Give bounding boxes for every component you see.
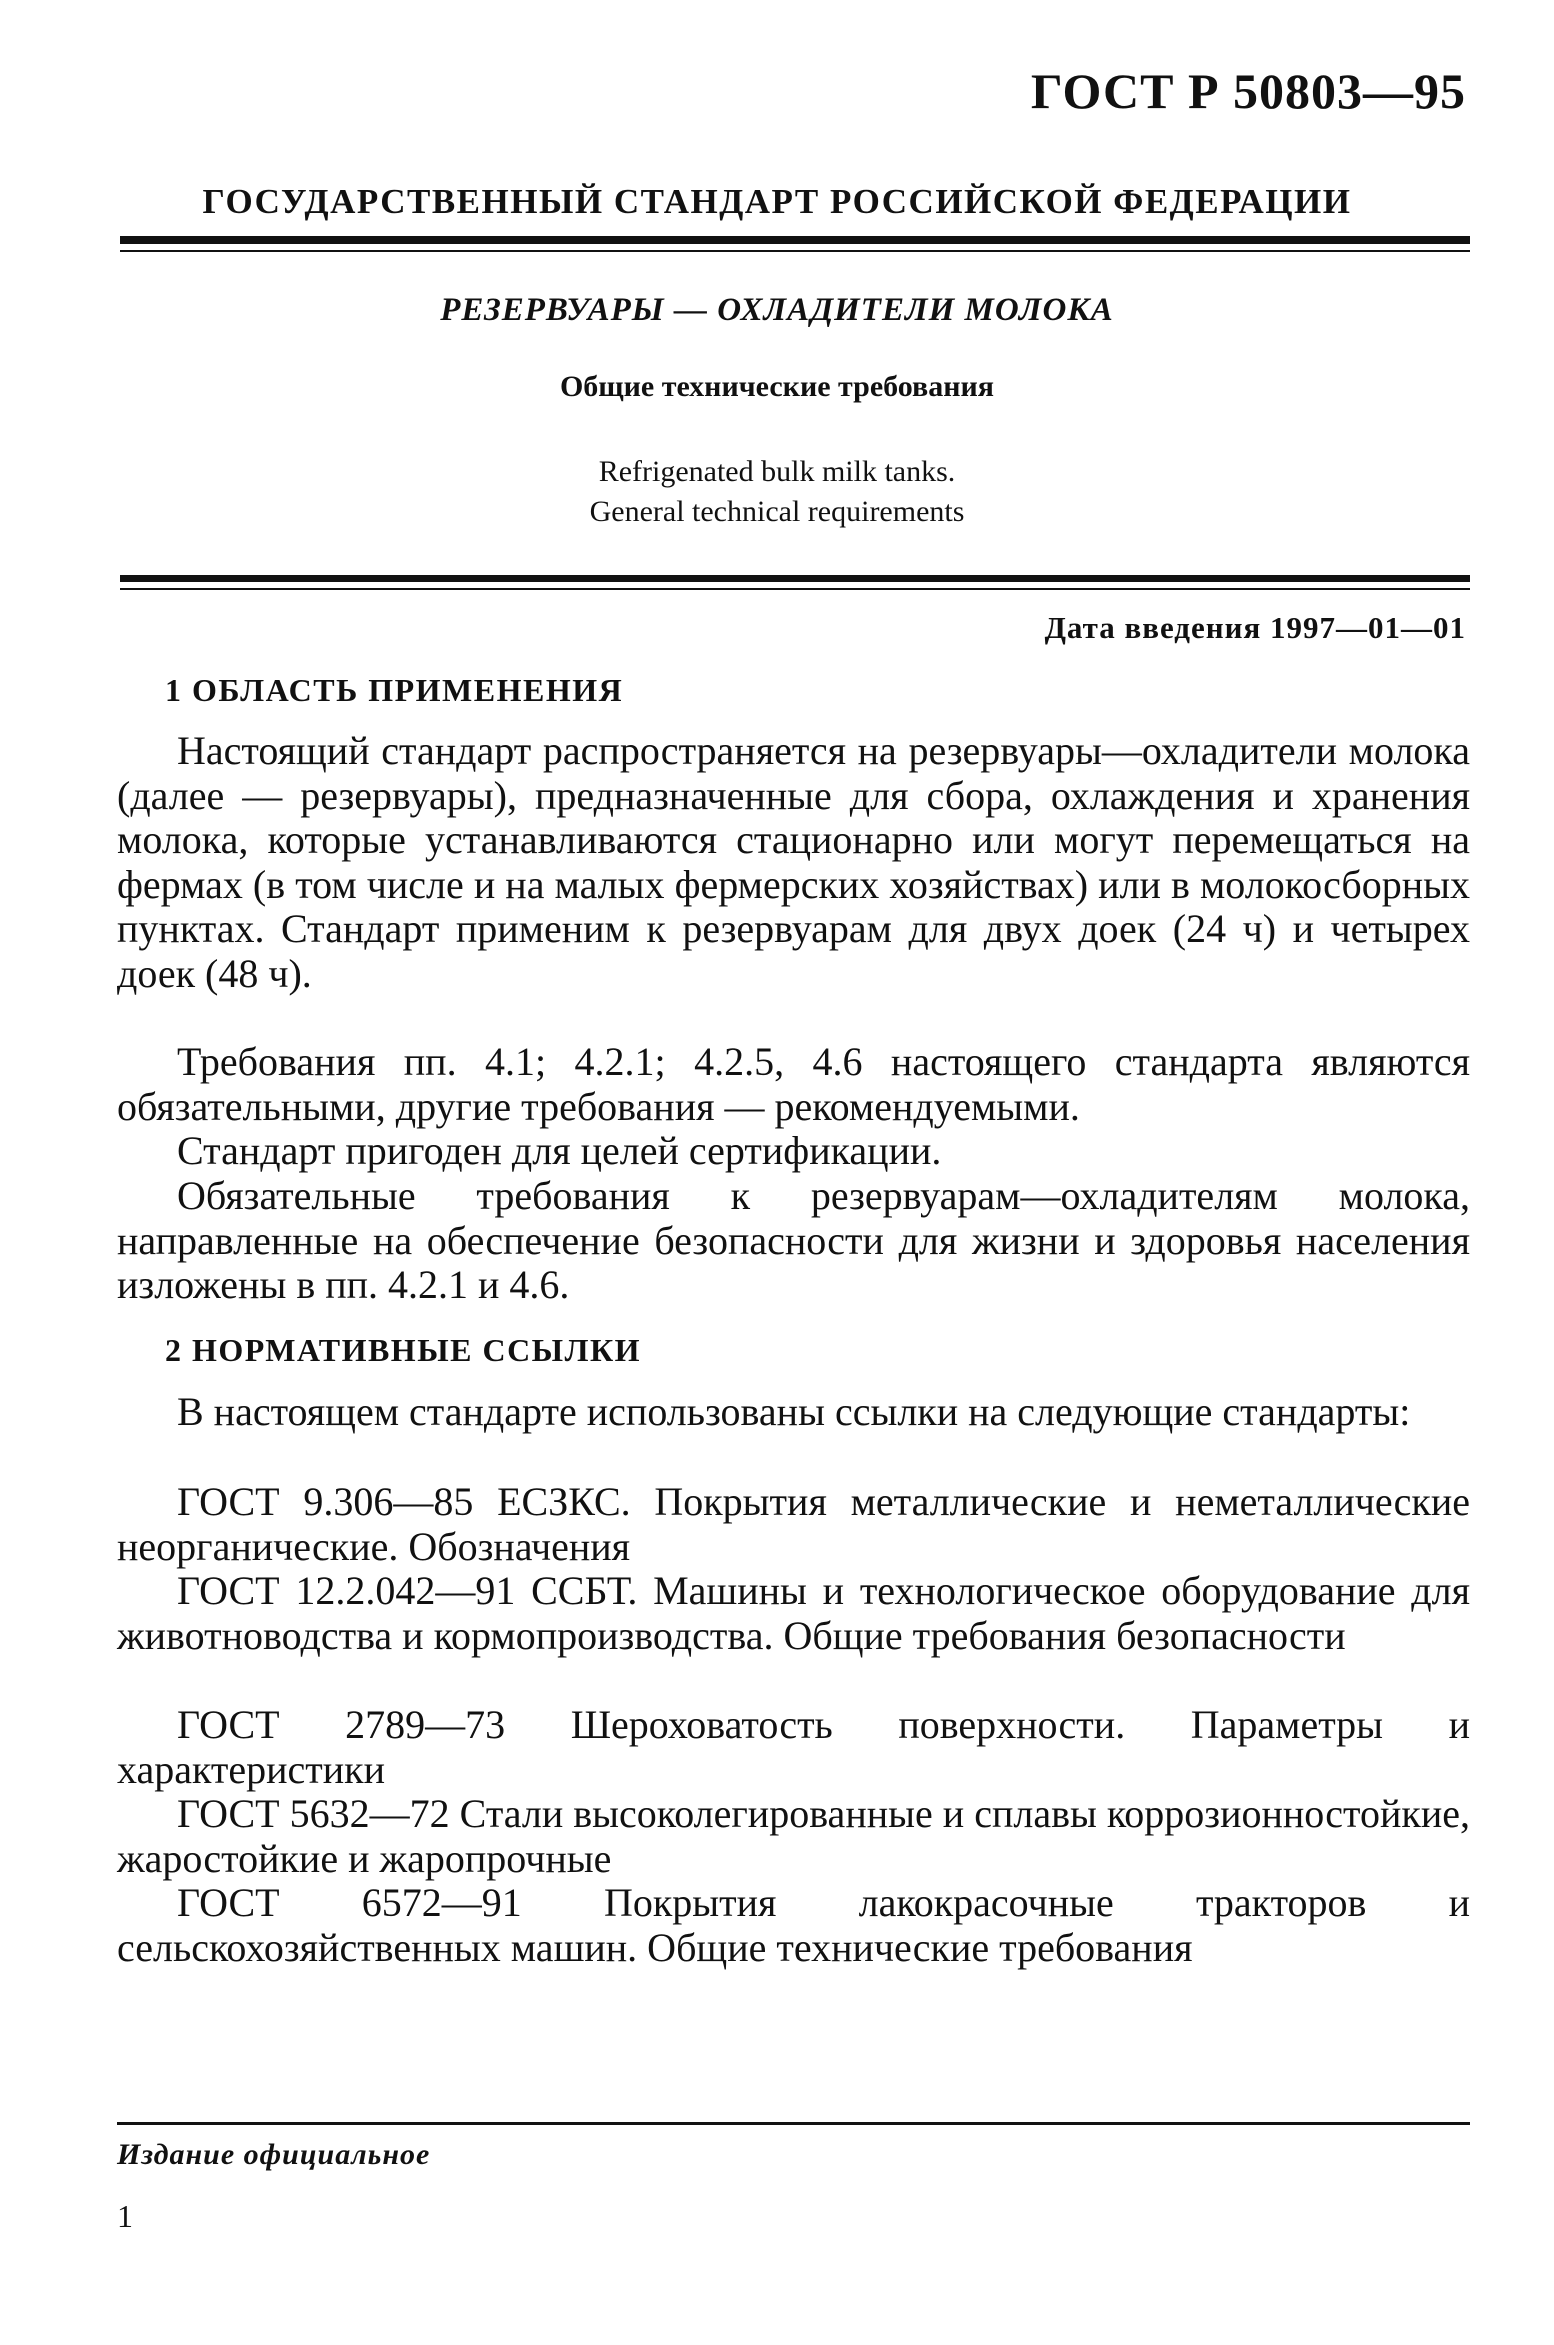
english-title-line1: Refrigenated bulk milk tanks. bbox=[598, 455, 956, 488]
reference-item: ГОСТ 9.306—85 ЕСЗКС. Покрытия металлические и неметаллические неорганические. Обозначения bbox=[117, 1479, 1470, 1569]
title-divider-thin bbox=[120, 588, 1470, 590]
document-subtitle: Общие технические требования bbox=[559, 370, 995, 403]
header-divider-thin bbox=[120, 250, 1470, 252]
footer-divider bbox=[117, 2122, 1470, 2125]
reference-item: ГОСТ 6572—91 Покрытия лакокрасочные тракторов и сельскохозяйственных машин. Общие технические требования bbox=[117, 1880, 1470, 1970]
english-title-line2: General technical requirements bbox=[589, 495, 965, 528]
section-2-heading: 2 НОРМАТИВНЫЕ ССЫЛКИ bbox=[165, 1332, 642, 1368]
section-1-paragraph: Стандарт пригоден для целей сертификации. bbox=[177, 1128, 942, 1173]
section-2-intro: В настоящем стандарте использованы ссылки на следующие стандарты: bbox=[177, 1389, 1411, 1434]
reference-item: ГОСТ 2789—73 Шероховатость поверхности. Параметры и характеристики bbox=[117, 1702, 1470, 1792]
section-1-paragraph: Настоящий стандарт распространяется на резервуары—охладители молока (далее — резервуары), предназначенные для сбора, охлаждения и хранения молока, которые устанавливаются стационарно или могут перемещаться на фермах (в том числе и на малых фермерских хозяйствах) или в молокосборных пунктах. Стандарт применим к резервуарам для двух доек (24 ч) и четырех доек (48 ч). bbox=[117, 728, 1470, 996]
section-1-paragraph: Обязательные требования к резервуарам—охладителям молока, направленные на обеспечение безопасности для жизни и здоровья населения изложены в пп. 4.2.1 и 4.6. bbox=[117, 1173, 1470, 1307]
title-divider-thick bbox=[120, 575, 1470, 582]
introduction-date: Дата введения 1997—01—01 bbox=[1044, 610, 1466, 645]
reference-item: ГОСТ 5632—72 Стали высоколегированные и сплавы коррозионностойкие, жаростойкие и жаропрочные bbox=[117, 1791, 1470, 1881]
page-number: 1 bbox=[117, 2198, 133, 2234]
reference-item: ГОСТ 12.2.042—91 ССБТ. Машины и технологическое оборудование для животноводства и кормопроизводства. Общие требования безопасности bbox=[117, 1568, 1470, 1658]
official-edition-note: Издание официальное bbox=[117, 2138, 431, 2171]
state-standard-heading: ГОСУДАРСТВЕННЫЙ СТАНДАРТ РОССИЙСКОЙ ФЕДЕРАЦИИ bbox=[202, 182, 1352, 221]
header-divider-thick bbox=[120, 236, 1470, 244]
section-1-paragraph: Требования пп. 4.1; 4.2.1; 4.2.5, 4.6 настоящего стандарта являются обязательными, другие требования — рекомендуемыми. bbox=[117, 1039, 1470, 1129]
section-1-heading: 1 ОБЛАСТЬ ПРИМЕНЕНИЯ bbox=[165, 672, 624, 708]
gost-code: ГОСТ Р 50803—95 bbox=[1030, 63, 1466, 119]
document-title: РЕЗЕРВУАРЫ — ОХЛАДИТЕЛИ МОЛОКА bbox=[440, 292, 1114, 328]
